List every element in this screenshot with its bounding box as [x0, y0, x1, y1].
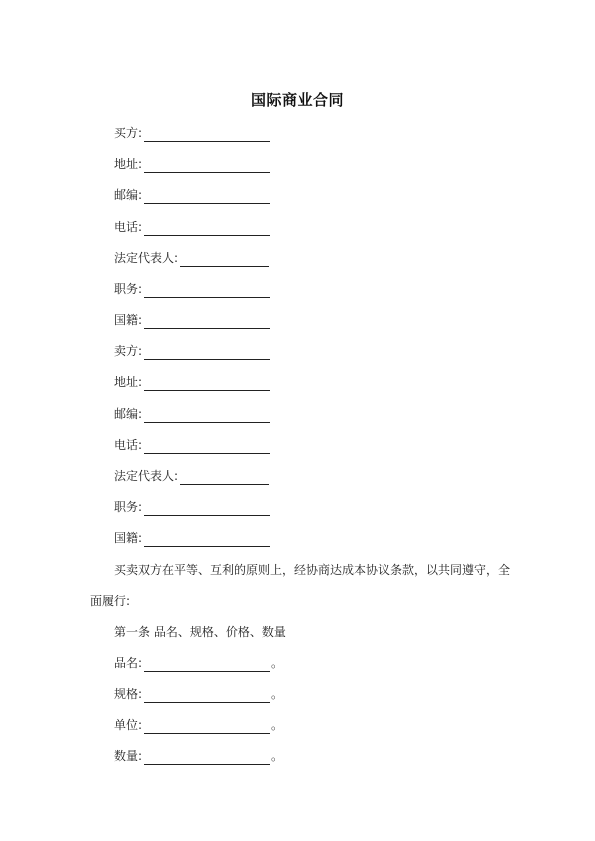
- fill-in-blank[interactable]: [144, 440, 270, 454]
- field-label: 邮编:: [114, 407, 143, 421]
- seller-field-seller: [114, 342, 270, 360]
- field-label: 法定代表人:: [114, 469, 179, 483]
- field-label: 电话:: [114, 438, 143, 452]
- seller-field-legal-representative: [114, 467, 269, 485]
- fill-in-blank[interactable]: [144, 658, 270, 672]
- field-suffix: 。: [271, 656, 284, 670]
- article-1-field-quantity: [114, 747, 283, 765]
- fill-in-blank[interactable]: [144, 315, 270, 329]
- field-label: 品名:: [114, 656, 143, 670]
- seller-field-nationality: [114, 529, 270, 547]
- fill-in-blank[interactable]: [144, 128, 270, 142]
- buyer-field-postcode: [114, 186, 270, 204]
- buyer-field-phone: [114, 218, 270, 236]
- field-label: 国籍:: [114, 531, 143, 545]
- field-suffix: 。: [271, 718, 284, 732]
- document-title: 国际商业合同: [250, 91, 344, 109]
- article-1-field-unit: [114, 716, 283, 734]
- field-label: 地址:: [114, 375, 143, 389]
- field-label: 法定代表人:: [114, 251, 179, 265]
- field-label: 单位:: [114, 718, 143, 732]
- fill-in-blank[interactable]: [144, 190, 270, 204]
- field-label: 国籍:: [114, 313, 143, 327]
- fill-in-blank[interactable]: [144, 159, 270, 173]
- article-1-heading: 第一条 品名、规格、价格、数量: [114, 625, 286, 639]
- article-1-field-specification: [114, 685, 283, 703]
- buyer-field-buyer: [114, 124, 270, 142]
- fill-in-blank[interactable]: [180, 471, 269, 485]
- buyer-field-nationality: [114, 311, 270, 329]
- fill-in-blank[interactable]: [144, 533, 270, 547]
- fill-in-blank[interactable]: [144, 222, 270, 236]
- preamble-line-1: 买卖双方在平等、互利的原则上，经协商达成本协议条款，以共同遵守，全: [114, 563, 511, 577]
- fill-in-blank[interactable]: [144, 284, 270, 298]
- field-label: 地址:: [114, 157, 143, 171]
- seller-field-address: [114, 373, 270, 391]
- field-label: 规格:: [114, 687, 143, 701]
- buyer-field-position: [114, 280, 270, 298]
- fill-in-blank[interactable]: [144, 751, 270, 765]
- buyer-field-legal-representative: [114, 249, 269, 267]
- field-suffix: 。: [271, 687, 284, 701]
- seller-field-position: [114, 498, 270, 516]
- seller-field-postcode: [114, 405, 270, 423]
- field-label: 邮编:: [114, 188, 143, 202]
- field-label: 买方:: [114, 126, 143, 140]
- fill-in-blank[interactable]: [144, 377, 270, 391]
- buyer-field-address: [114, 155, 270, 173]
- fill-in-blank[interactable]: [144, 720, 270, 734]
- preamble-line-2: 面履行:: [90, 594, 131, 608]
- article-1-field-product-name: [114, 654, 283, 672]
- field-label: 电话:: [114, 220, 143, 234]
- field-label: 数量:: [114, 749, 143, 763]
- field-label: 职务:: [114, 500, 143, 514]
- fill-in-blank[interactable]: [144, 346, 270, 360]
- fill-in-blank[interactable]: [144, 502, 270, 516]
- fill-in-blank[interactable]: [144, 409, 270, 423]
- field-suffix: 。: [271, 749, 284, 763]
- fill-in-blank[interactable]: [180, 253, 269, 267]
- field-label: 职务:: [114, 282, 143, 296]
- fill-in-blank[interactable]: [144, 689, 270, 703]
- seller-field-phone: [114, 436, 270, 454]
- field-label: 卖方:: [114, 344, 143, 358]
